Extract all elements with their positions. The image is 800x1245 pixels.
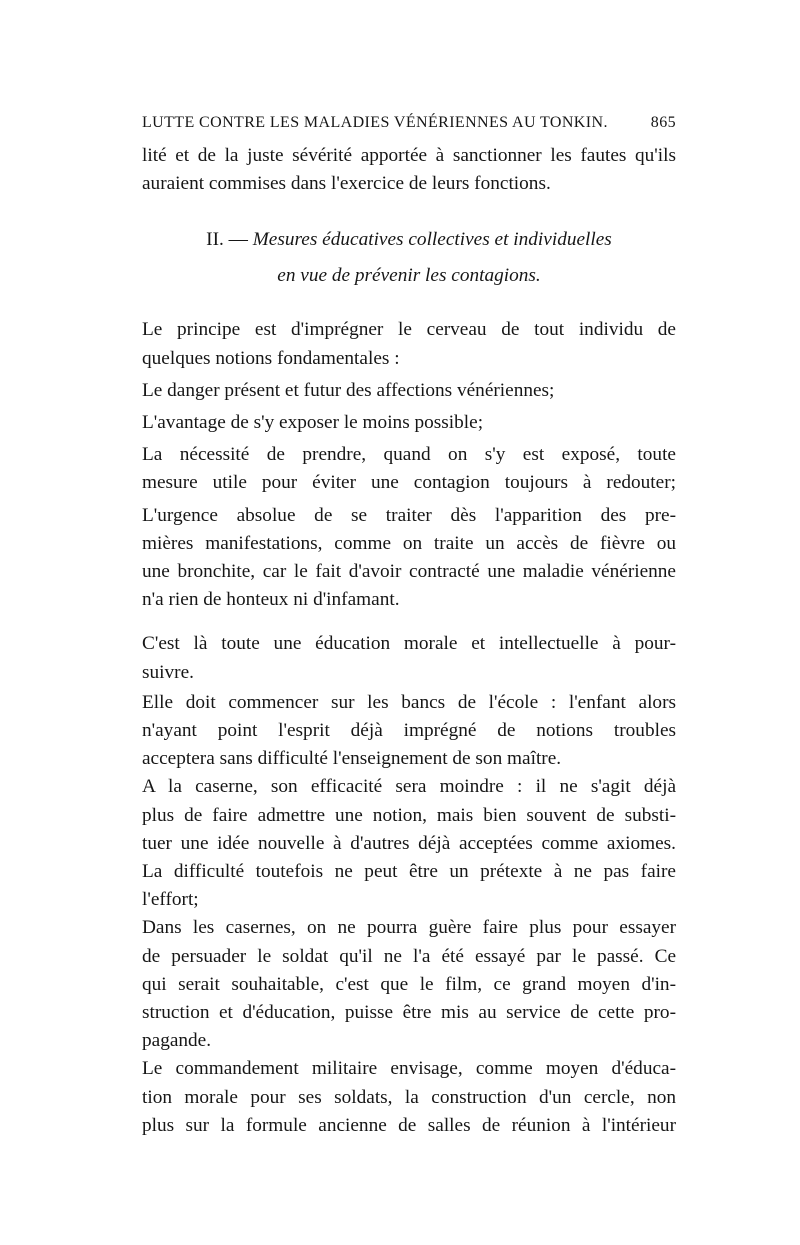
text-line: pagande. (142, 1030, 212, 1052)
paragraph (142, 1055, 676, 1140)
text-line: plus de faire admettre une notion, mais bien souvent de substi- (142, 804, 676, 826)
paragraph (142, 441, 676, 497)
text-line: Dans les casernes, on ne pourra guère faire plus pour essayer (142, 917, 676, 939)
text-line: La difficulté toutefois ne peut être un prétexte à ne pas faire (142, 861, 676, 883)
text-line: La nécessité de prendre, quand on s'y est exposé, toute (142, 444, 676, 466)
text-line: L'avantage de s'y exposer le moins possible; (142, 412, 484, 434)
text-line: lité et de la juste sévérité apportée à sanctionner les fautes qu'ils (142, 145, 676, 166)
running-header (142, 114, 676, 132)
paragraph (142, 689, 676, 774)
text-line: Le principe est d'imprégner le cerveau de tout individu de (142, 319, 676, 341)
opening-paragraph (142, 142, 676, 198)
notions-block (142, 316, 676, 614)
text-line: suivre. (142, 661, 194, 683)
section-title-line-1: Mesures éducatives collectives et individuelles (252, 229, 612, 251)
paragraph (142, 773, 676, 858)
text-line: A la caserne, son efficacité sera moindre : il ne s'agit déjà (142, 776, 676, 798)
section-heading-line-1 (142, 222, 676, 258)
text-line: qui serait souhaitable, c'est que le film, ce grand moyen d'in- (142, 973, 676, 995)
text-line: auraient commises dans l'exercice de leurs fonctions. (142, 173, 551, 195)
text-line: mesure utile pour éviter une contagion toujours à redouter; (142, 472, 676, 494)
text-line: Le danger présent et futur des affections vénériennes; (142, 379, 555, 401)
section-heading (142, 222, 676, 294)
text-line: mières manifestations, comme on traite un accès de fièvre ou (142, 532, 676, 554)
paragraph (142, 316, 676, 372)
page-number: 865 (650, 114, 676, 131)
paragraph (142, 409, 676, 437)
text-line: struction et d'éducation, puisse être mis au service de cette pro- (142, 1002, 676, 1024)
book-page (142, 114, 676, 1140)
text-line: C'est là toute une éducation morale et intellectuelle à pour- (142, 633, 676, 655)
text-line: Le commandement militaire envisage, comme moyen d'éduca- (142, 1058, 676, 1080)
paragraph (142, 630, 676, 686)
paragraph (142, 502, 676, 615)
text-line: n'ayant point l'esprit déjà imprégné de notions troubles (142, 720, 676, 742)
section-number: II. — (206, 229, 248, 251)
paragraph (142, 858, 676, 914)
text-line: quelques notions fondamentales : (142, 347, 400, 369)
text-line: l'effort; (142, 889, 199, 911)
paragraph (142, 914, 676, 1055)
text-line: Elle doit commencer sur les bancs de l'école : l'enfant alors (142, 691, 676, 713)
text-line: acceptera sans difficulté l'enseignement de son maître. (142, 748, 562, 770)
text-line: une bronchite, car le fait d'avoir contracté une maladie vénérienne (142, 561, 676, 583)
paragraph (142, 377, 676, 405)
text-line: L'urgence absolue de se traiter dès l'apparition des pre- (142, 504, 676, 526)
education-block (142, 630, 676, 1140)
text-line: plus sur la formule ancienne de salles de réunion à l'intérieur (142, 1114, 676, 1136)
text-line: tuer une idée nouvelle à d'autres déjà acceptées comme axiomes. (142, 832, 676, 854)
running-title: LUTTE CONTRE LES MALADIES VÉNÉRIENNES AU TONKIN. (142, 114, 608, 131)
text-line: de persuader le soldat qu'il ne l'a été essayé par le passé. Ce (142, 945, 676, 967)
text-line: n'a rien de honteux ni d'infamant. (142, 589, 400, 611)
section-title-line-2: en vue de prévenir les contagions. (277, 265, 541, 287)
text-line: tion morale pour ses soldats, la construction d'un cercle, non (142, 1086, 676, 1108)
